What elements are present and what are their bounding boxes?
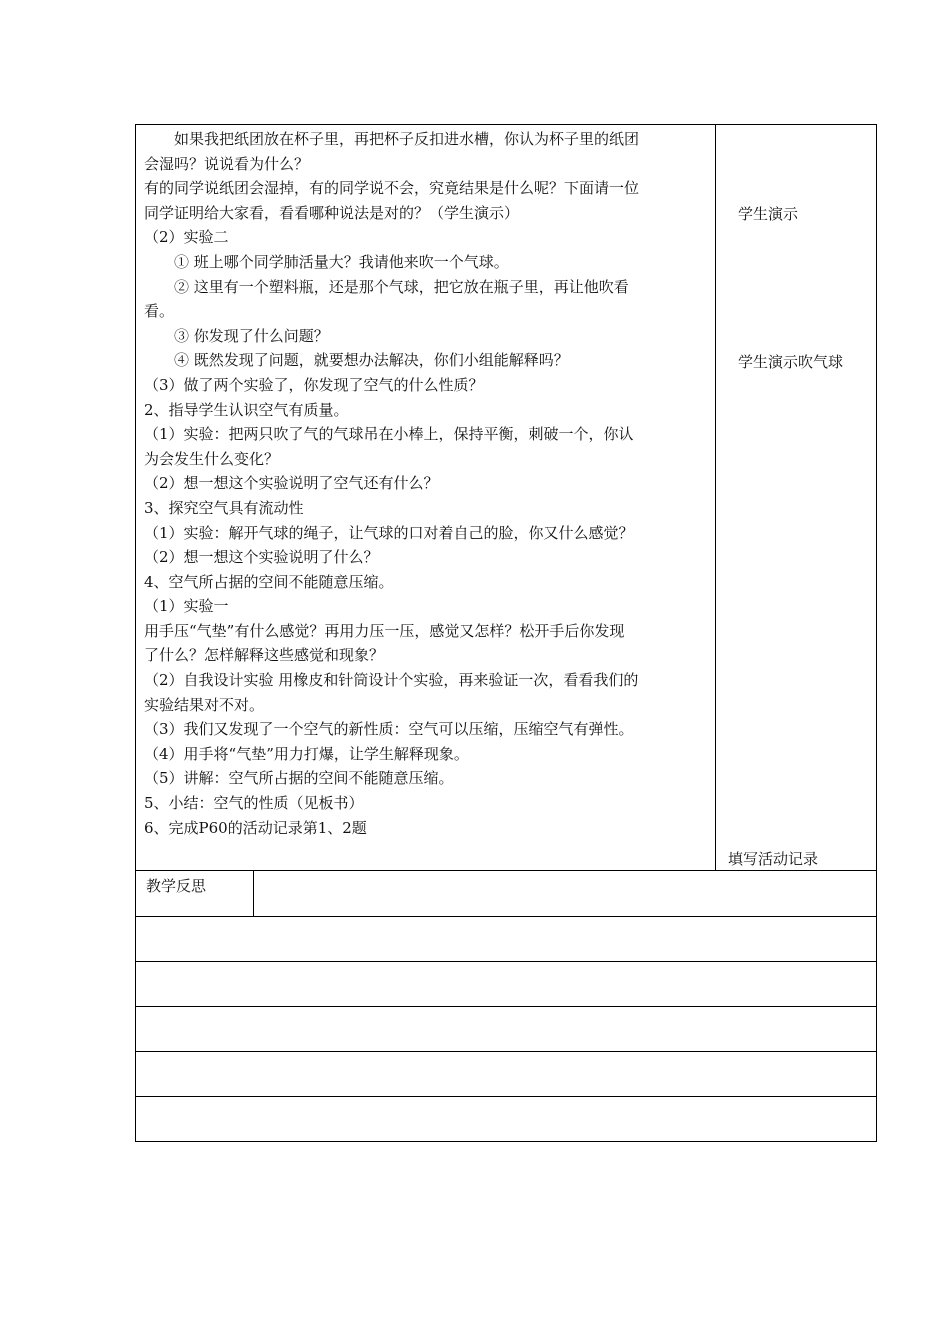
- text-line: （2）实验二: [144, 228, 229, 247]
- text-line: （3）做了两个实验了，你发现了空气的什么性质？: [144, 375, 484, 394]
- text-line: 2、指导学生认识空气有质量。: [144, 400, 349, 419]
- student-activity-cell: [716, 125, 876, 870]
- reflection-line[interactable]: [135, 1007, 877, 1052]
- teaching-reflection-field[interactable]: [254, 871, 876, 916]
- balloon-demo-note: 学生演示吹气球: [738, 353, 844, 371]
- text-line: （1）实验：把两只吹了气的气球吊在小棒上，保持平衡，刺破一个，你认: [144, 425, 634, 444]
- text-line: ② 这里有一个塑料瓶，还是那个气球，把它放在瓶子里，再让他吹看: [174, 277, 629, 296]
- text-line: （1）实验一: [144, 597, 229, 616]
- reflection-line[interactable]: [135, 962, 877, 1007]
- text-line: 了什么？怎样解释这些感觉和现象？: [144, 646, 385, 665]
- text-line: 4、空气所占据的空间不能随意压缩。: [144, 572, 394, 591]
- text-line: 3、探究空气具有流动性: [144, 498, 304, 517]
- text-line: 用手压“气垫”有什么感觉？再用力压一压，感觉又怎样？松开手后你发现: [144, 621, 625, 640]
- text-line: （2）自我设计实验 用橡皮和针筒设计个实验，再来验证一次，看看我们的: [144, 671, 639, 690]
- text-line: 如果我把纸团放在杯子里，再把杯子反扣进水槽，你认为杯子里的纸团: [174, 130, 640, 148]
- text-line: 为会发生什么变化？: [144, 449, 280, 468]
- text-line: 5、小结：空气的性质（见板书）: [144, 794, 364, 813]
- text-line: （4）用手将“气垫”用力打爆，让学生解释现象。: [144, 744, 469, 763]
- text-line: （5）讲解：空气所占据的空间不能随意压缩。: [144, 769, 454, 788]
- text-line: ④ 既然发现了问题，就要想办法解决，你们小组能解释吗？: [174, 351, 569, 370]
- text-line: 6、完成P60的活动记录第1、2题: [144, 818, 367, 837]
- text-line: （2）想一想这个实验说明了什么？: [144, 548, 379, 567]
- text-line: ③ 你发现了什么问题？: [174, 326, 329, 345]
- text-line: （2）想一想这个实验说明了空气还有什么？: [144, 474, 439, 493]
- text-line: ① 班上哪个同学肺活量大？我请他来吹一个气球。: [174, 252, 509, 271]
- text-line: 同学证明给大家看，看看哪种说法是对的？（学生演示）: [144, 203, 520, 222]
- text-line: 实验结果对不对。: [144, 695, 265, 714]
- teaching-process-cell: [136, 125, 716, 870]
- reflection-line[interactable]: [135, 1052, 877, 1097]
- lesson-process-row: [135, 124, 877, 871]
- student-demo-note: 学生演示: [738, 205, 799, 223]
- text-line: 有的同学说纸团会湿掉，有的同学说不会，究竟结果是什么呢？下面请一位: [144, 179, 640, 198]
- fill-record-note: 填写活动记录: [728, 850, 819, 868]
- lesson-plan-table: [135, 124, 877, 1142]
- teaching-reflection-row: [135, 871, 877, 917]
- reflection-line[interactable]: [135, 1097, 877, 1142]
- text-line: 会湿吗？说说看为什么？: [144, 154, 310, 173]
- text-line: （1）实验：解开气球的绳子，让气球的口对着自己的脸，你又什么感觉？: [144, 523, 634, 542]
- reflection-line[interactable]: [135, 917, 877, 962]
- text-line: （3）我们又发现了一个空气的新性质：空气可以压缩，压缩空气有弹性。: [144, 720, 634, 739]
- text-line: 看。: [144, 302, 175, 321]
- teaching-reflection-label: 教学反思: [136, 871, 254, 916]
